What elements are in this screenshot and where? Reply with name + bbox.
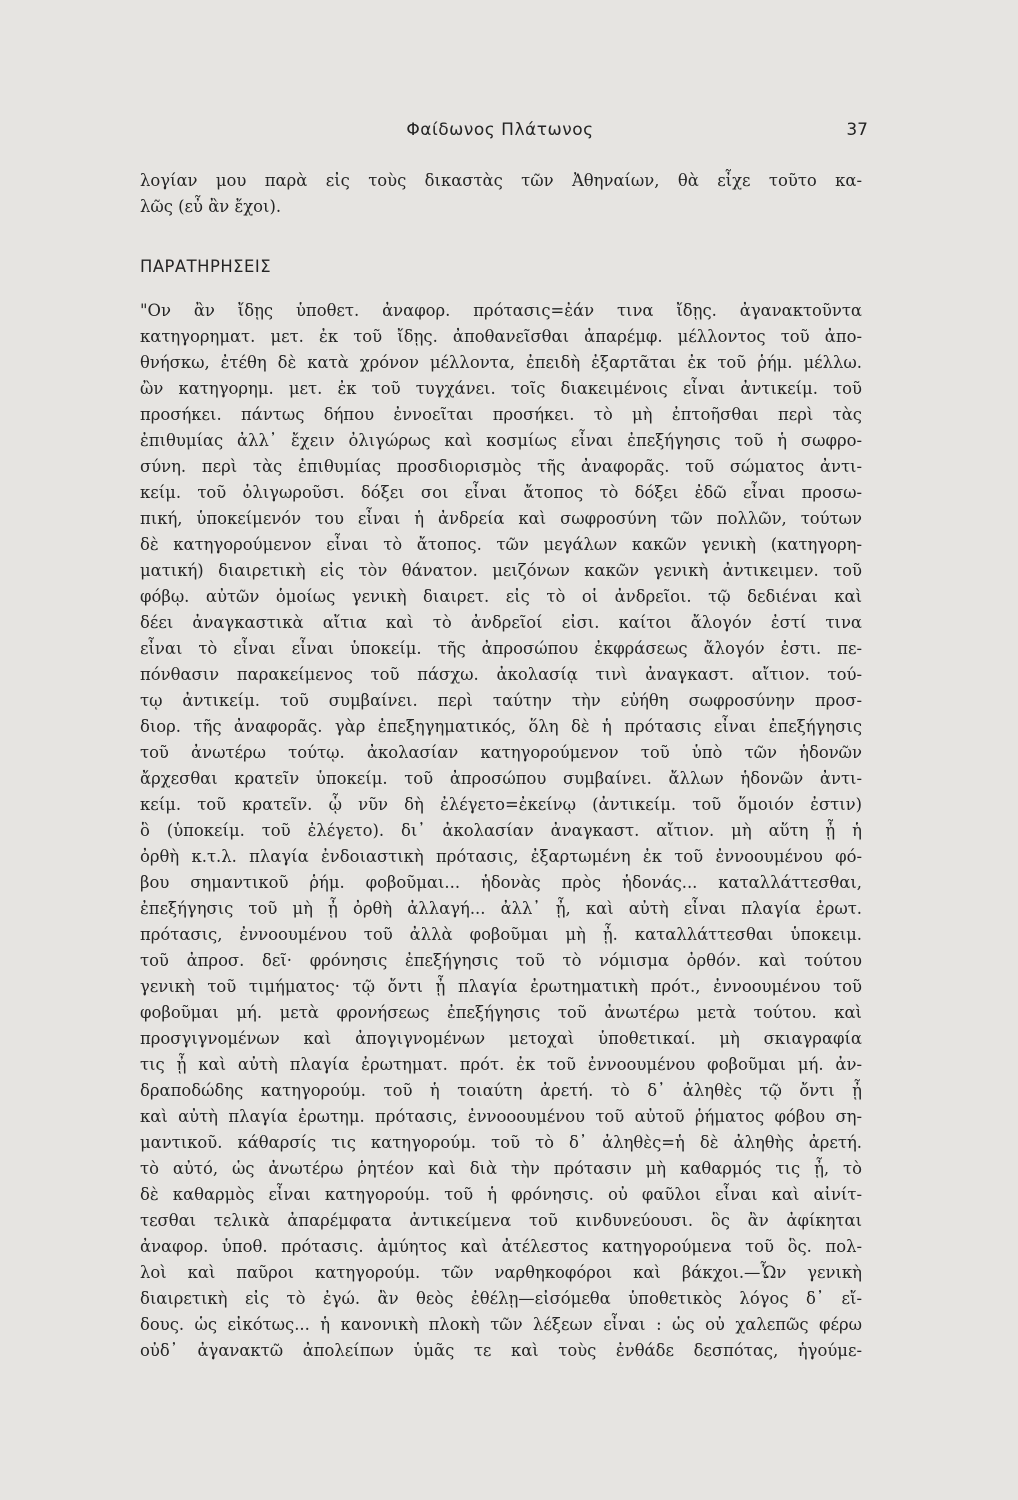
note-line: φοβοῦμαι μή. μετὰ φρονήσεως ἐπεξήγησις τοῦ ἀνωτέρω μετὰ τούτου. καὶ	[140, 1003, 862, 1022]
section-heading: ΠΑΡΑΤΗΡΗΣΕΙΣ	[140, 257, 272, 276]
note-line: ὢν κατηγορημ. μετ. ἐκ τοῦ τυγχάνει. τοῖς διακειμένοις εἶναι ἀντικείμ. τοῦ	[140, 379, 862, 398]
note-line: μαντικοῦ. κάθαρσίς τις κατηγορούμ. τοῦ τὸ δ᾽ ἀληθὲς=ἡ δὲ ἀληθὴς ἀρετή.	[140, 1133, 862, 1152]
note-line: προσήκει. πάντως δήπου ἐννοεῖται προσήκει. τὸ μὴ ἐπτοῆσθαι περὶ τὰς	[140, 405, 862, 424]
body-text	[140, 168, 862, 1364]
note-line: πόνθασιν παρακείμενος τοῦ πάσχω. ἀκολασίᾳ τινὶ ἀναγκαστ. αἴτιον. τού-	[140, 665, 862, 684]
note-line: τις ᾖ καὶ αὐτὴ πλαγία ἐρωτηματ. πρότ. ἐκ τοῦ ἐννοουμένου φοβοῦμαι μή. ἀν-	[140, 1055, 862, 1074]
intro-line: λῶς (εὖ ἂν ἔχοι).	[140, 197, 282, 216]
note-line: ἄρχεσθαι κρατεῖν ὑποκείμ. τοῦ ἀπροσώπου συμβαίνει. ἄλλων ἡδονῶν ἀντι-	[140, 769, 862, 788]
note-line: ἐπιθυμίας ἀλλ᾽ ἔχειν ὀλιγώρως καὶ κοσμίως εἶναι ἐπεξήγησις τοῦ ἡ σωφρο-	[140, 431, 862, 450]
note-line: σύνη. περὶ τὰς ἐπιθυμίας προσδιορισμὸς τῆς ἀναφορᾶς. τοῦ σώματος ἀντι-	[140, 457, 862, 476]
section-gap	[140, 220, 862, 254]
note-line: θνήσκω, ἐτέθη δὲ κατὰ χρόνον μέλλοντα, ἐπειδὴ ἐξαρτᾶται ἐκ τοῦ ῥήμ. μέλλω.	[140, 353, 862, 372]
page-number: 37	[846, 120, 868, 140]
note-line: δὲ κατηγορούμενον εἶναι τὸ ἄτοπος. τῶν μεγάλων κακῶν γενικὴ (κατηγορη-	[140, 535, 862, 554]
note-line: φόβῳ. αὐτῶν ὁμοίως γενικὴ διαιρετ. εἰς τὸ οἱ ἀνδρεῖοι. τῷ δεδιέναι καὶ	[140, 587, 862, 606]
note-line: προσγιγνομένων καὶ ἀπογιγνομένων μετοχαὶ ὑποθετικαί. μὴ σκιαγραφία	[140, 1029, 862, 1048]
note-line: τὸ αὐτό, ὡς ἀνωτέρω ῥητέον καὶ διὰ τὴν πρότασιν μὴ καθαρμός τις ᾖ, τὸ	[140, 1159, 862, 1178]
note-line: ὀρθὴ κ.τ.λ. πλαγία ἐνδοιαστικὴ πρότασις, ἐξαρτωμένη ἐκ τοῦ ἐννοουμένου φό-	[140, 847, 862, 866]
note-line: τῳ ἀντικείμ. τοῦ συμβαίνει. περὶ ταύτην τὴν εὐήθη σωφροσύνην προσ-	[140, 691, 862, 710]
note-line: καὶ αὐτὴ πλαγία ἐρωτημ. πρότασις, ἐννοοουμένου τοῦ αὐτοῦ ῥήματος φόβου ση-	[140, 1107, 862, 1126]
note-line: τοῦ ἀπροσ. δεῖ· φρόνησις ἐπεξήγησις τοῦ τὸ νόμισμα ὀρθόν. καὶ τούτου	[140, 951, 862, 970]
note-line: κείμ. τοῦ κρατεῖν. ᾧ νῦν δὴ ἐλέγετο=ἐκείνῳ (ἀντικείμ. τοῦ ὅμοιόν ἐστιν)	[140, 795, 862, 814]
note-line: κατηγορηματ. μετ. ἐκ τοῦ ἴδῃς. ἀποθανεῖσθαι ἀπαρέμφ. μέλλοντος τοῦ ἀπο-	[140, 327, 862, 346]
note-line: λοὶ καὶ παῦροι κατηγορούμ. τῶν ναρθηκοφόροι καὶ βάκχοι.—Ὧν γενικὴ	[140, 1263, 862, 1282]
note-line: "Ον ἂν ἴδῃς ὑποθετ. ἀναφορ. πρότασις=ἐάν τινα ἴδῃς. ἀγανακτοῦντα	[140, 301, 862, 320]
note-line: τοῦ ἀνωτέρω τούτῳ. ἀκολασίαν κατηγορούμενον τοῦ ὑπὸ τῶν ἡδονῶν	[140, 743, 862, 762]
note-line: τεσθαι τελικὰ ἀπαρέμφατα ἀντικείμενα τοῦ κινδυνεύουσι. ὃς ἂν ἀφίκηται	[140, 1211, 862, 1230]
note-line: διαιρετικὴ εἰς τὸ ἐγώ. ἂν θεὸς ἐθέλῃ—εἰσόμεθα ὑποθετικὸς λόγος δ᾽ εἴ-	[140, 1289, 862, 1308]
note-line: πρότασις, ἐννοουμένου τοῦ ἀλλὰ φοβοῦμαι μὴ ᾖ. καταλλάττεσθαι ὑποκειμ.	[140, 925, 862, 944]
intro-line: λογίαν μου παρὰ εἰς τοὺς δικαστὰς τῶν Ἀθηναίων, θὰ εἶχε τοῦτο κα-	[140, 171, 862, 190]
note-line: οὐδ᾽ ἀγανακτῶ ἀπολείπων ὑμᾶς τε καὶ τοὺς ἐνθάδε δεσπότας, ἡγούμε-	[140, 1341, 862, 1360]
note-line: ἀναφορ. ὑποθ. πρότασις. ἀμύητος καὶ ἀτέλεστος κατηγορούμενα τοῦ ὃς. πολ-	[140, 1237, 862, 1256]
note-line: βου σημαντικοῦ ῥήμ. φοβοῦμαι... ἡδονὰς πρὸς ἡδονάς... καταλλάττεσθαι,	[140, 873, 862, 892]
note-line: πική, ὑποκείμενόν του εἶναι ἡ ἀνδρεία καὶ σωφροσύνη τῶν πολλῶν, τούτων	[140, 509, 862, 528]
running-title: Φαίδωνος Πλάτωνος	[406, 120, 594, 140]
note-line: ἐπεξήγησις τοῦ μὴ ᾖ ὀρθὴ ἀλλαγή... ἀλλ᾽ ᾖ, καὶ αὐτὴ εἶναι πλαγία ἐρωτ.	[140, 899, 862, 918]
note-line: δὲ καθαρμὸς εἶναι κατηγορούμ. τοῦ ἡ φρόνησις. οὐ φαῦλοι εἶναι καὶ αἰνίτ-	[140, 1185, 862, 1204]
note-line: διορ. τῆς ἀναφορᾶς. γὰρ ἐπεξηγηματικός, ὅλη δὲ ἡ πρότασις εἶναι ἐπεξήγησις	[140, 717, 862, 736]
running-head	[140, 120, 868, 150]
note-line: δραποδώδης κατηγορούμ. τοῦ ἡ τοιαύτη ἀρετή. τὸ δ᾽ ἀληθὲς τῷ ὄντι ᾖ	[140, 1081, 862, 1100]
heading-gap	[140, 280, 862, 298]
note-line: ματική) διαιρετικὴ εἰς τὸν θάνατον. μειζόνων κακῶν γενικὴ ἀντικειμεν. τοῦ	[140, 561, 862, 580]
note-line: ὃ (ὑποκείμ. τοῦ ἐλέγετο). δι᾽ ἀκολασίαν ἀναγκαστ. αἴτιον. μὴ αὕτη ᾖ ἡ	[140, 821, 862, 840]
note-line: γενικὴ τοῦ τιμήματος· τῷ ὄντι ᾖ πλαγία ἐρωτηματικὴ πρότ., ἐννοουμένου τοῦ	[140, 977, 862, 996]
note-line: κείμ. τοῦ ὀλιγωροῦσι. δόξει σοι εἶναι ἄτοπος τὸ δόξει ἐδῶ εἶναι προσω-	[140, 483, 862, 502]
note-line: εἶναι τὸ εἶναι εἶναι ὑποκείμ. τῆς ἀπροσώπου ἐκφράσεως ἄλογόν ἐστι. πε-	[140, 639, 862, 658]
note-line: δέει ἀναγκαστικὰ αἴτια καὶ τὸ ἀνδρεῖοί εἰσι. καίτοι ἄλογόν ἐστί τινα	[140, 613, 862, 632]
note-line: δους. ὡς εἰκότως... ἡ κανονικὴ πλοκὴ τῶν λέξεων εἶναι : ὡς οὐ χαλεπῶς φέρω	[140, 1315, 862, 1334]
